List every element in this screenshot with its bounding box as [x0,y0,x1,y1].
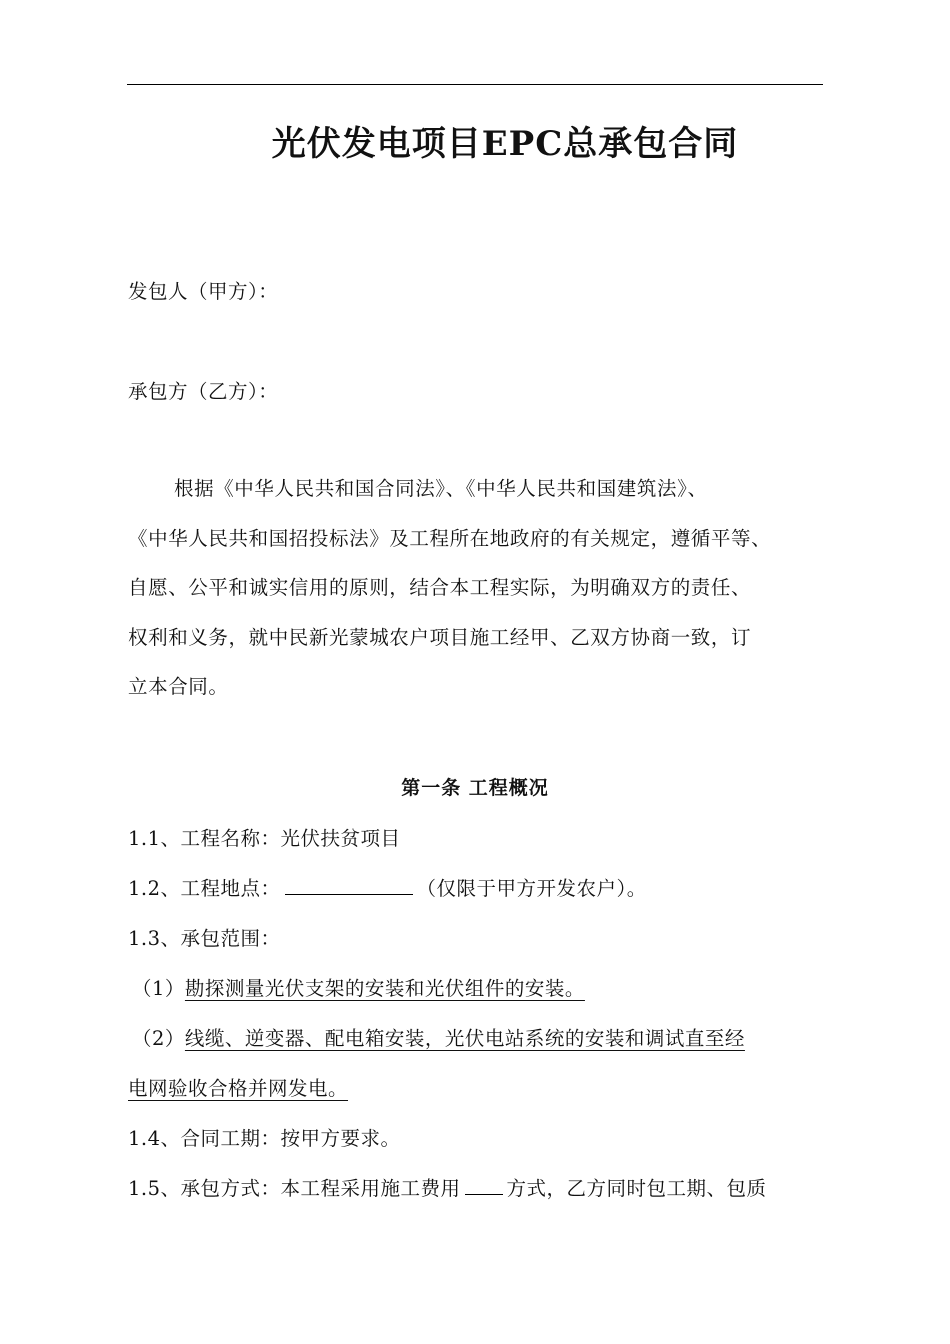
item-project-location [128,873,647,901]
scope-2-text-b: 电网验收合格并网发电。 [128,1077,349,1100]
section-heading: 第一条 工程概况 [401,777,549,799]
mode-text-b: 方式，乙方同时包工期、包质 [506,1177,767,1200]
page-title: 光伏发电项目EPC总承包合同 [271,124,739,164]
intro-line-4: 权利和义务，就中民新光蒙城农户项目施工经甲、乙双方协商一致，订 [128,625,752,649]
scope-item-1 [132,973,585,1001]
scope-item-2-cont [128,1073,348,1101]
header-rule [127,84,823,85]
item-contract-period: 1.4、合同工期：按甲方要求。 [128,1127,401,1150]
item-scope-label: 1.3、承包范围： [128,927,281,950]
intro-line-2: 《中华人民共和国招投标法》及工程所在地政府的有关规定，遵循平等、 [128,526,772,550]
scope-1-text: 勘探测量光伏支架的安装和光伏组件的安装。 [184,977,585,1000]
location-blank[interactable] [285,893,413,895]
scope-2-text-a: 线缆、逆变器、配电箱安装，光伏电站系统的安装和调试直至经 [184,1027,745,1050]
scope-2-number: （2） [132,1027,185,1050]
intro-line-1: 根据《中华人民共和国合同法》、《中华人民共和国建筑法》、 [174,477,708,500]
intro-paragraph [128,472,848,720]
location-note: （仅限于甲方开发农户）。 [416,877,647,900]
scope-item-2 [132,1023,745,1051]
item-contract-mode [128,1173,767,1201]
mode-text-a: 1.5、承包方式：本工程采用施工费用 [128,1177,461,1200]
item-project-name [128,823,401,851]
scope-1-number: （1） [132,977,185,1000]
project-name-value: 光伏扶贫项目 [280,827,401,850]
party-b-label: 承包方（乙方）： [128,380,279,403]
mode-blank[interactable] [465,1193,503,1195]
intro-line-5: 立本合同。 [128,675,229,698]
party-a-label: 发包人（甲方）： [128,280,279,303]
location-label: 1.2、工程地点： [128,877,281,900]
intro-line-3: 自愿、公平和诚实信用的原则，结合本工程实际，为明确双方的责任、 [128,576,752,599]
project-name-label: 1.1、工程名称： [128,827,281,850]
